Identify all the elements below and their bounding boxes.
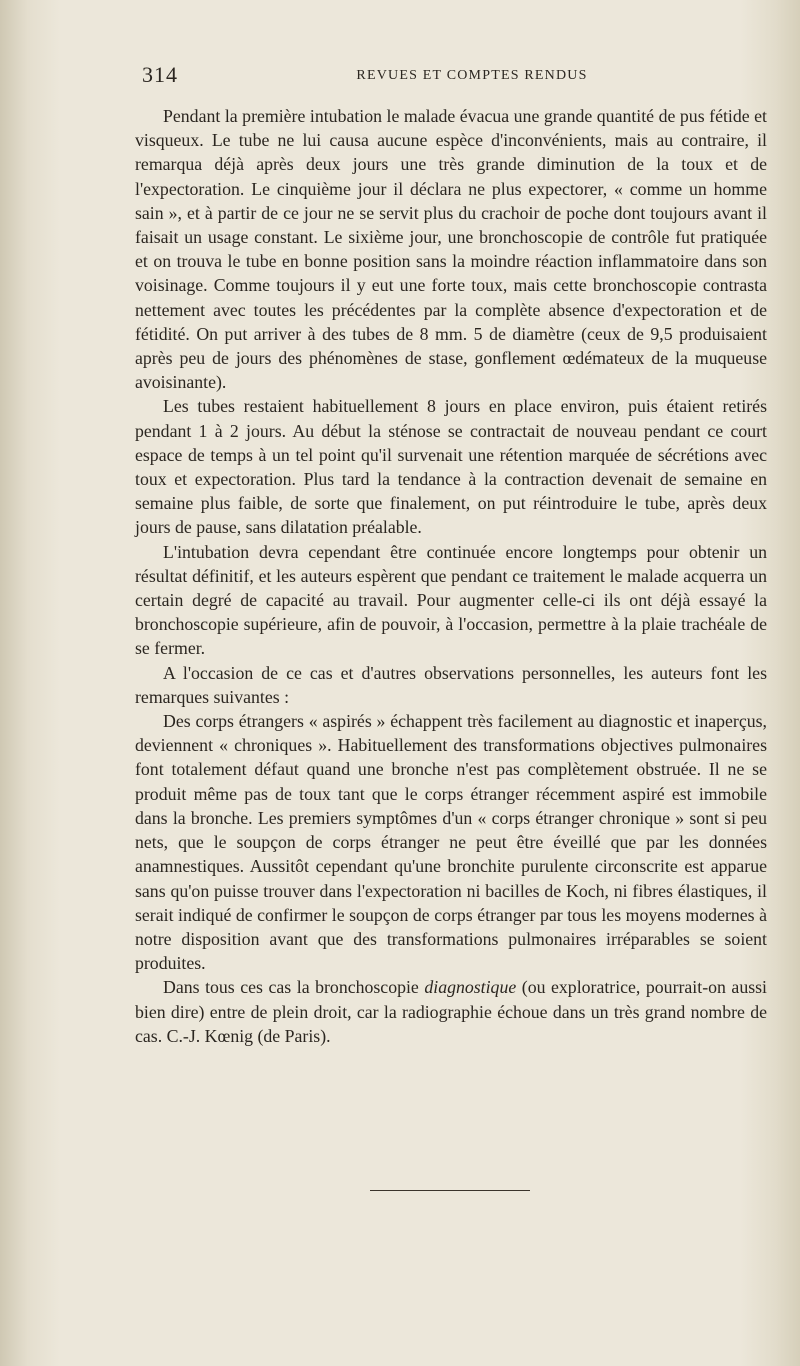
final-paragraph-text: Dans tous ces cas la bronchoscopie: [163, 977, 425, 998]
author-signature: C.-J. Kœnig (de Paris).: [166, 1025, 331, 1046]
paragraph: Les tubes restaient habituellement 8 jours en place environ, puis étaient retirés pendant 1 à 2 jours. Au début la sténose se contractait de nouveau pendant ce court espace de temps à un tel point qu'il survenait une rétention marquée de sécrétions avec toux et expectoration. Plus tard la tendance à la contraction devenait de semaine en semaine plus faible, de sorte que finalement, on put réintroduire le tube, après deux jours de pause, sans dilatation préalable.: [135, 396, 767, 538]
section-divider: [370, 1190, 530, 1191]
paragraph: Des corps étrangers « aspirés » échappent très facilement au diagnostic et inaperçus, deviennent « chroniques ». Habituellement des transformations objectives pulmonaires font totalement défaut quand une bronche n'est pas complètement obstruée. Il ne se produit même pas de toux tant que le corps étranger récemment aspiré est immobile dans la bronche. Les premiers symptômes d'un « corps étranger chronique » sont si peu nets, que le soupçon de corps étranger ne peut être éveillé que par les données anamnestiques. Aussitôt cependant qu'une bronchite purulente circonscrite est apparue sans qu'on puisse trouver dans l'expectoration ni bacilles de Koch, ni fibres élastiques, il serait indiqué de confirmer le soupçon de corps étranger par tous les moyens modernes à notre disposition avant que des transformations pulmonaires irréparables se soient produites.: [135, 711, 767, 974]
page-number: 314: [142, 62, 178, 87]
page-header: [142, 62, 762, 92]
final-paragraph-text: (ou exploratrice, pourrait-on aussi bien dire) entre de plein droit, car la radiographie échoue dans un très grand nombre de cas.: [135, 977, 767, 1046]
final-paragraph: [135, 975, 767, 1048]
paragraph: L'intubation devra cependant être continuée encore longtemps pour obtenir un résultat définitif, et les auteurs espèrent que pendant ce traitement le malade acquerra un certain degré de capacité au travail. Pour augmenter celle-ci ils ont déjà essayé la bronchoscopie supérieure, afin de pouvoir, à l'occasion, permettre à la plaie trachéale de se fermer.: [135, 541, 767, 659]
body-text: [135, 104, 767, 1048]
running-head: REVUES ET COMPTES RENDUS: [356, 68, 588, 83]
paragraph: Pendant la première intubation le malade évacua une grande quantité de pus fétide et visqueux. Le tube ne lui causa aucune espèce d'inconvénients, mais au contraire, il remarqua déjà après deux jours une très grande diminution de la toux et de l'expectoration. Le cinquième jour il déclara ne plus expectorer, « comme un homme sain », et à partir de ce jour ne se servit plus du crachoir de poche dont toujours avant il faisait un usage constant. Le sixième jour, une bronchoscopie de contrôle fut pratiquée et on trouva le tube en bonne position sans la moindre réaction inflammatoire dans son voisinage. Comme toujours il y eut une forte toux, mais cette bronchoscopie contrasta nettement avec toutes les précédentes par la complète absence d'expectoration et de fétidité. On put arriver à des tubes de 8 mm. 5 de diamètre (ceux de 9,5 produisaient après peu de jours des phénomènes de stase, gonflement œdémateux de la muqueuse avoisinante).: [135, 106, 767, 393]
italic-term: diagnostique: [424, 977, 517, 998]
paragraph: A l'occasion de ce cas et d'autres observations personnelles, les auteurs font les remarques suivantes :: [135, 662, 767, 707]
